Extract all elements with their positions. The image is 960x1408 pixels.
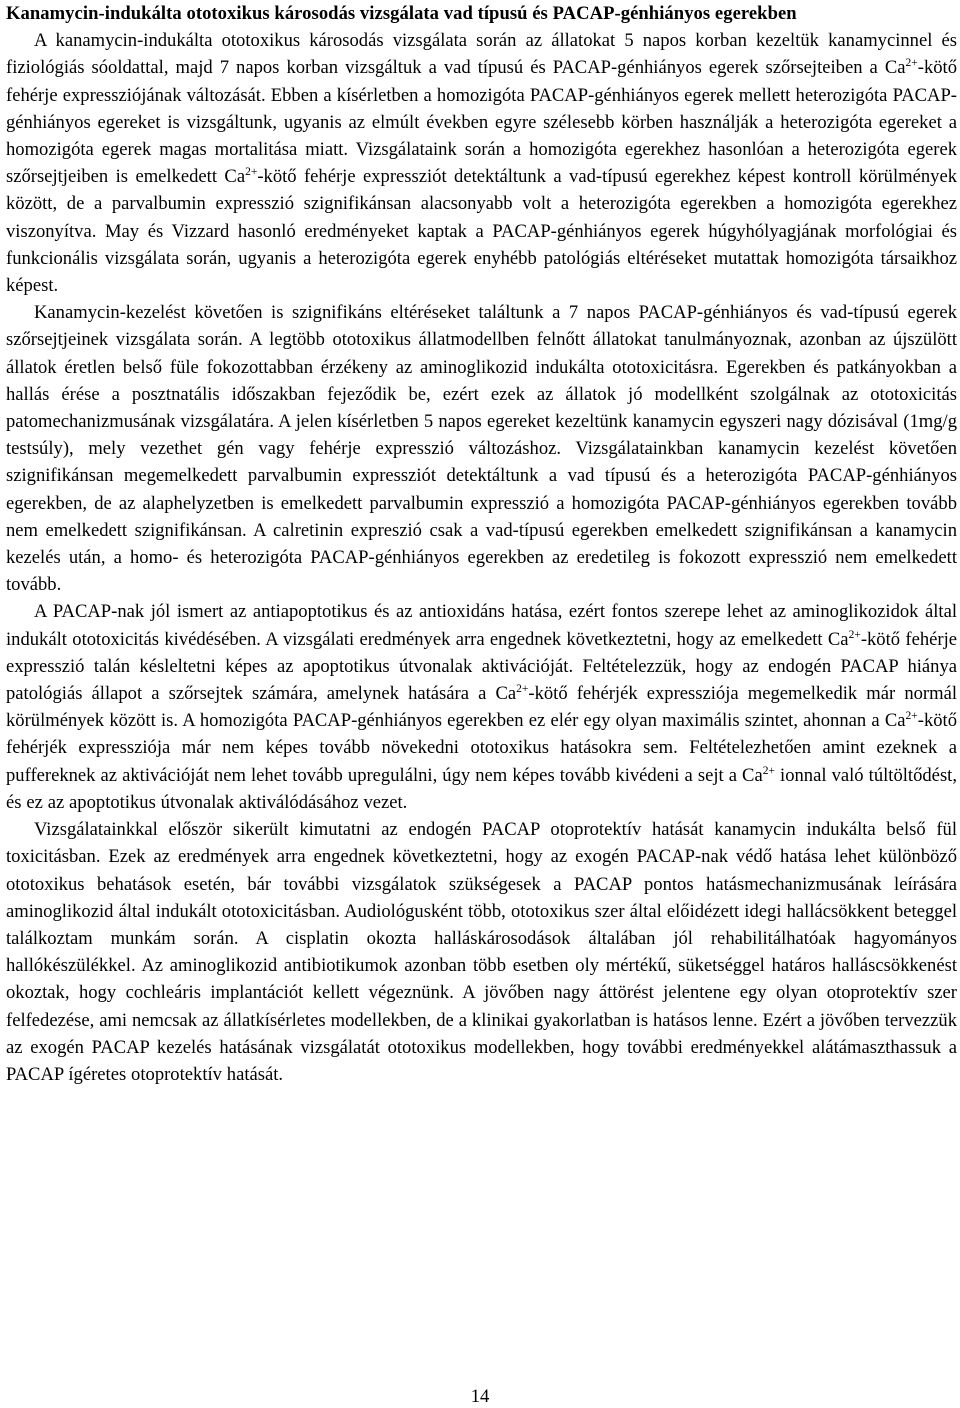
superscript-charge: 2+ xyxy=(762,764,775,777)
superscript-charge: 2+ xyxy=(905,57,918,70)
page-number: 14 xyxy=(470,1386,490,1407)
section-heading: Kanamycin-indukálta ototoxikus károsodás vizsgálata vad típusú és PACAP-génhiányos egerekben xyxy=(6,3,797,24)
superscript-charge: 2+ xyxy=(848,628,861,641)
document-page xyxy=(6,0,957,1088)
paragraph-text: Vizsgálatainkkal először sikerült kimutatni az endogén PACAP otoprotektív hatását kanamycin indukálta belső fül toxicitásban. Ezek az eredmények arra engednek következtetni, hogy az exogén PACAP-nak védő hatása lehet különböző ototoxikus behatások esetén, bár további vizsgálatok szükségesek a PACAP pontos hatásmechanizmusának leírására aminoglikozid által indukált ototoxicitásban. Audiológusként több, ototoxikus szer által előidézett idegi hallácsökkent beteggel találkoztam munkám során. A cisplatin okozta halláskárosodások általában jól rehabilitálhatóak hagyományos hallókészülékkel. Az aminoglikozid antibiotikumok azonban több esetben oly mértékű, süketséggel határos halláscsökkenést okoztak, hogy cochleáris implantációt kellett végeznünk. A jövőben nagy áttörést jelentene egy olyan otoprotektív szer felfedezése, ami nemcsak az állatkísérletes modellekben, de a klinikai gyakorlatban is hatásos lenne. Ezért a jövőben tervezzük az exogén PACAP kezelés hatásának vizsgálatát ototoxikus modellekben, hogy további eredményekkel alátámaszthassuk a PACAP ígéretes otoprotektív hatását. xyxy=(6,819,957,1085)
paragraph xyxy=(6,598,957,816)
paragraph-text: -kötő fehérjék expressziója már nem képes tovább növekedni ototoxikus hatásokra sem. Feltételezhetően amint ezeknek a puffereknek az aktivációját nem lehet tovább upregulálni, úgy nem képes tovább kivédeni a sejt a Ca xyxy=(6,710,957,786)
paragraph-text: -kötő fehérje expressziójának változását. Ebben a kísérletben a homozigóta PACAP-génhiányos egerek mellett heterozigóta PACAP-génhiányos egereket is vizsgáltunk, ugyanis az elmúlt években egyre szélesebb körben használják a heterozigóta egereket a homozigóta egerek magas mortalitása miatt. Vizsgálataink során a homozigóta egerekhez hasonlóan a heterozigóta egerek szőrsejtjeiben is emelkedett Ca xyxy=(6,57,957,188)
paragraph-text: A kanamycin-indukálta ototoxikus károsodás vizsgálata során az állatokat 5 napos korban kezeltük kanamycinnel és fiziológiás sóoldattal, majd 7 napos korban vizsgáltuk a vad típusú és PACAP-génhiányos egerek szőrsejteiben a Ca xyxy=(6,30,957,79)
paragraph-text: -kötő fehérje expressziót detektáltunk a vad-típusú egerekhez képest kontroll körülmények között, de a parvalbumin expresszió szignifikánsan alacsonyabb volt a heterozigóta egerekben a homozigóta egerekhez viszonyítva. May és Vizzard hasonló eredményeket kaptak a PACAP-génhiányos egerek húgyhólyagjának morfológiai és funkcionális vizsgálata során, ugyanis a heterozigóta egerek enyhébb patológiás eltéréseket mutattak homozigóta társaikhoz képest. xyxy=(6,166,957,297)
paragraph xyxy=(6,299,957,598)
superscript-charge: 2+ xyxy=(905,710,918,723)
paragraph-text: -kötő fehérje expresszió talán késleltetni képes az apoptotikus útvonalak aktivációját. Feltételezzük, hogy az endogén PACAP hiánya patológiás állapot a szőrsejtek számára, amelynek hatására a Ca xyxy=(6,628,957,705)
paragraph-text: Kanamycin-kezelést követően is szignifikáns eltéréseket találtunk a 7 napos PACAP-génhiányos és vad-típusú egerek szőrsejtjeinek vizsgálata során. A legtöbb ototoxikus állatmodellben felnőtt állatokat tanulmányoznak, azonban az újszülött állatok éretlen belső füle fokozottabban érzékeny az aminoglikozid indukálta ototoxicitásra. Egerekben és patkányokban a hallás érése a posztnatális időszakban fejeződik be, ezért ezek az állatok jó modellként szolgálnak az ototoxicitás patomechanizmusának vizsgálatára. A jelen kísérletben 5 napos egereket kezeltünk kanamycin egyszeri nagy dózisával (1mg/g testsúly), mely vezethet gén vagy fehérje expresszió változáshoz. Vizsgálatainkban kanamycin kezelést követően szignifikánsan megemelkedett parvalbumin expressziót detektáltunk a vad típusú és a heterozigóta PACAP-génhiányos egerekben, de az alaphelyzetben is emelkedett parvalbumin expresszió a homozigóta PACAP-génhiányos egerekben tovább nem emelkedett szignifikánsan. A calretinin expreszió csak a vad-típusú egerekben emelkedett szignifikánsan a kanamycin kezelés után, a homo- és heterozigóta PACAP-génhiányos egerekben az eredetileg is fokozott expresszió nem emelkedett tovább. xyxy=(6,302,957,596)
paragraph xyxy=(6,816,957,1088)
paragraph xyxy=(6,27,957,299)
paragraph-text: ionnal való túltöltődést, és ez az apoptotikus útvonalak aktiválódásához vezet. xyxy=(6,764,957,813)
body-text xyxy=(6,27,957,1088)
superscript-charge: 2+ xyxy=(245,166,258,179)
superscript-charge: 2+ xyxy=(516,682,529,695)
paragraph-text: -kötő fehérjék expressziója megemelkedik már normál körülmények között is. A homozigóta PACAP-génhiányos egerekben ez elér egy olyan maximális szintet, ahonnan a Ca xyxy=(6,683,957,732)
paragraph-text: A PACAP-nak jól ismert az antiapoptotikus és az antioxidáns hatása, ezért fontos szerepe lehet az aminoglikozidok által indukált ototoxicitás kivédésében. A vizsgálati eredmények arra engednek következtetni, hogy az emelkedett Ca xyxy=(6,601,957,650)
